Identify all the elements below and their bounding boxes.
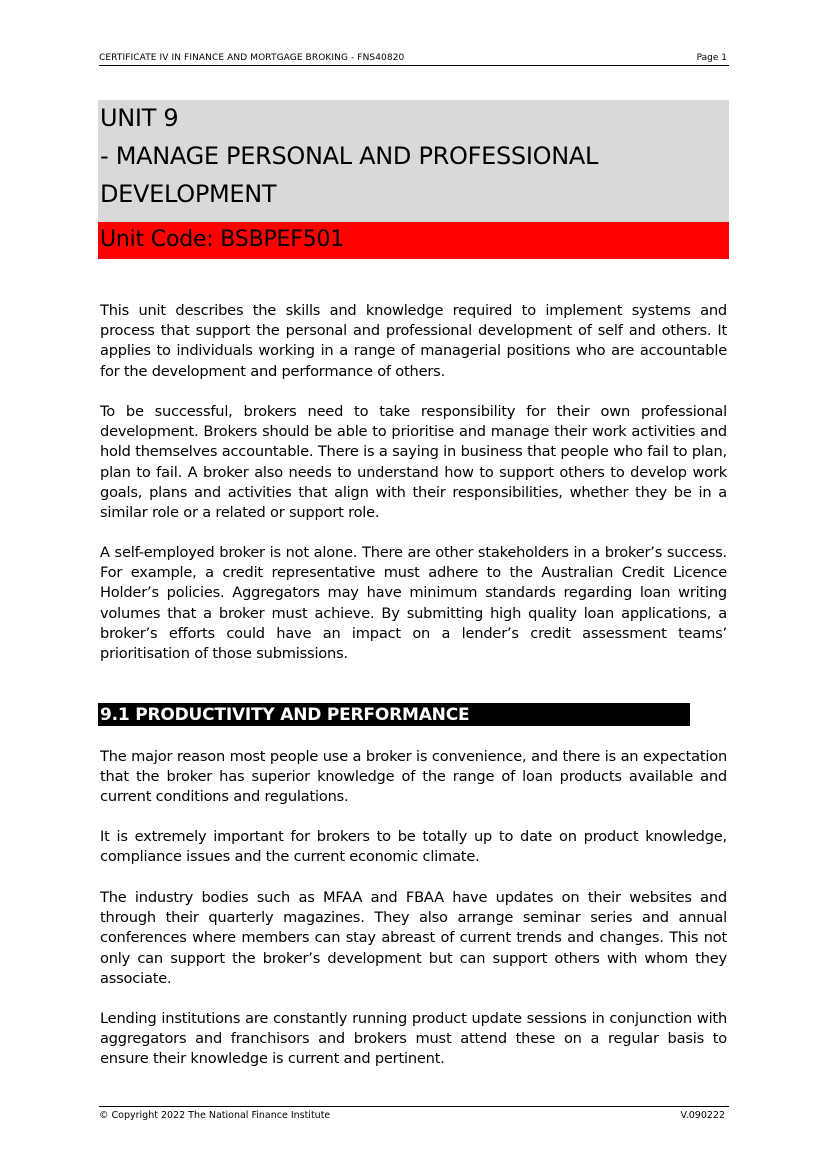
section-paragraph: Lending institutions are constantly running product update sessions in conjunction with aggregators and franchisors and brokers must attend these on a regular basis to ensure their knowledge is current and pertinent. <box>100 1010 727 1068</box>
section-paragraph: The major reason most people use a broker is convenience, and there is an expectation that the broker has superior knowledge of the range of loan products available and current conditions and regulations. <box>100 748 727 806</box>
intro-paragraph: A self-employed broker is not alone. There are other stakeholders in a broker’s success. For example, a credit representative must adhere to the Australian Credit Licence Holder’s policies. Aggregators may have minimum standards regarding loan writing volumes that a broker must achieve. By submitting high quality loan applications, a broker’s efforts could have an impact on a lender’s credit assessment teams’ prioritisation of those submissions. <box>100 544 727 663</box>
unit-code: Unit Code: BSBPEF501 <box>100 227 345 252</box>
unit-title-line-2: - MANAGE PERSONAL AND PROFESSIONAL <box>100 142 599 170</box>
intro-paragraph: This unit describes the skills and knowledge required to implement systems and process that support the personal and professional development of self and others. It applies to individuals working in a range of managerial positions who are accountable for the development and performance of others. <box>100 302 727 380</box>
unit-title-line-3: DEVELOPMENT <box>100 180 277 208</box>
unit-title-block <box>98 100 729 222</box>
page-number: Page 1 <box>696 53 727 63</box>
intro-paragraph: To be successful, brokers need to take responsibility for their own professional development. Brokers should be able to prioritise and manage their work activities and hold themselves accountable. There is a saying in business that people who fail to plan, plan to fail. A broker also needs to understand how to support others to develop work goals, plans and activities that align with their responsibilities, whether they be in a similar role or a related or support role. <box>100 403 727 522</box>
version-number: V.090222 <box>680 1110 725 1121</box>
section-heading-bar <box>98 703 690 726</box>
unit-title-line-1: UNIT 9 <box>100 104 179 132</box>
section-heading: 9.1 PRODUCTIVITY AND PERFORMANCE <box>100 705 470 725</box>
section-paragraph: It is extremely important for brokers to be totally up to date on product knowledge, compliance issues and the current economic climate. <box>100 828 727 866</box>
unit-code-bar <box>98 222 729 259</box>
section-paragraph: The industry bodies such as MFAA and FBAA have updates on their websites and through their quarterly magazines. They also arrange seminar series and annual conferences where members can stay abreast of current trends and changes. This not only can support the broker’s development but can support others with whom they associate. <box>100 889 727 987</box>
page-header <box>99 52 729 66</box>
copyright-notice: © Copyright 2022 The National Finance Institute <box>99 1110 331 1121</box>
course-title: CERTIFICATE IV IN FINANCE AND MORTGAGE BROKING - FNS40820 <box>99 53 405 63</box>
page-footer <box>99 1106 729 1123</box>
